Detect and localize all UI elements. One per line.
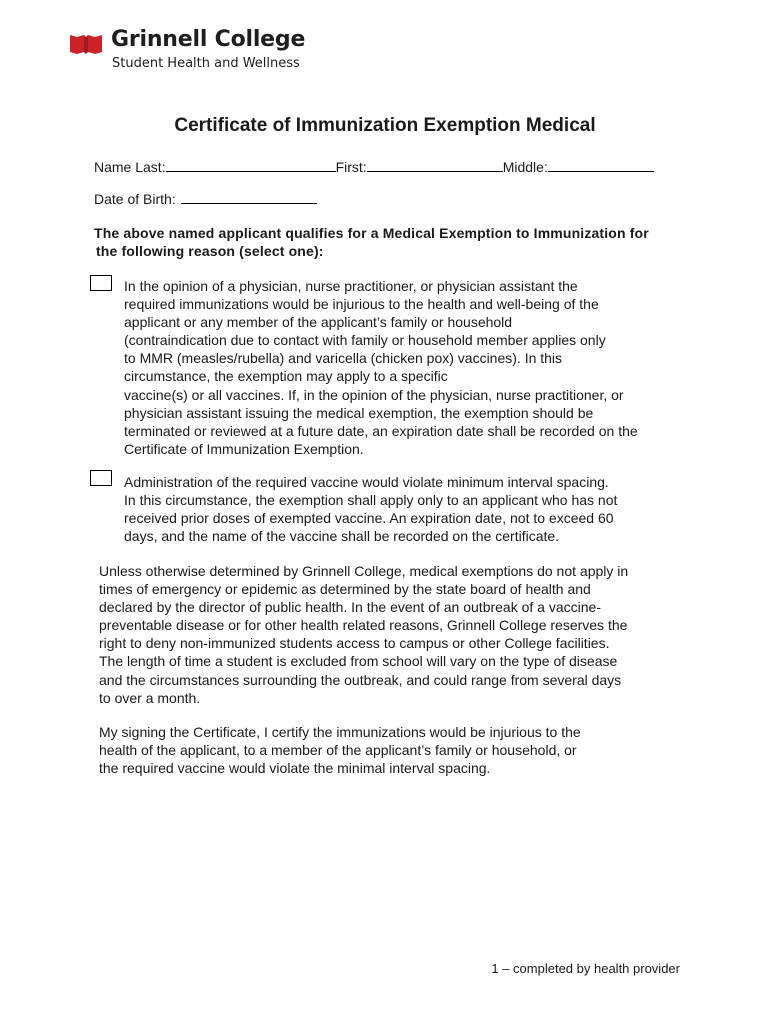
name-last-field[interactable] — [166, 157, 336, 172]
option-physician-checkbox[interactable] — [90, 275, 112, 291]
dob-row — [94, 189, 317, 207]
paragraph-line: health of the applicant, to a member of the applicant’s family or household, or — [99, 742, 577, 759]
paragraph-line: to over a month. — [99, 689, 201, 706]
name-last-label: Name Last: — [94, 159, 166, 175]
intro-line: The above named applicant qualifies for a Medical Exemption to Immunization for — [94, 225, 649, 241]
option-line: Certificate of Immunization Exemption. — [124, 440, 364, 457]
middle-name-label: Middle: — [502, 159, 548, 175]
page-footer: 1 – completed by health provider — [491, 961, 680, 976]
option-line: received prior doses of exempted vaccine. An expiration date, not to exceed 60 — [124, 510, 614, 527]
paragraph-line: The length of time a student is excluded from school will vary on the type of disease — [99, 653, 618, 670]
option-line: required immunizations would be injurious to the health and well-being of the — [124, 296, 599, 313]
option-line: applicant or any member of the applicant’s family or household — [124, 314, 513, 331]
first-name-label: First: — [335, 159, 367, 175]
certification-paragraph — [99, 723, 581, 777]
logo-college-name: Grinnell College — [111, 27, 306, 52]
paragraph-line: declared by the director of public health. In the event of an outbreak of a vaccine- — [99, 599, 601, 616]
grinnell-logo-mark-icon — [69, 32, 103, 56]
option-line: In the opinion of a physician, nurse practitioner, or physician assistant the — [124, 278, 578, 294]
intro-line: the following reason (select one): — [96, 243, 324, 259]
dob-label: Date of Birth: — [94, 191, 176, 207]
grinnell-logo — [69, 27, 309, 76]
option-line: terminated or reviewed at a future date, an expiration date shall be recorded on the — [124, 422, 638, 439]
option-line: circumstance, the exemption may apply to a specific — [124, 368, 448, 385]
paragraph-line: right to deny non-immunized students access to campus or other College facilities. — [99, 635, 610, 652]
paragraph-line: the required vaccine would violate the minimal interval spacing. — [99, 760, 491, 777]
paragraph-line: My signing the Certificate, I certify the immunizations would be injurious to the — [99, 724, 581, 740]
document-title: Certificate of Immunization Exemption Medical — [174, 115, 596, 136]
emergency-policy-paragraph — [99, 562, 628, 707]
option-line: Administration of the required vaccine would violate minimum interval spacing. — [124, 474, 609, 490]
logo-department-name: Student Health and Wellness — [112, 56, 300, 71]
option-interval-text — [124, 473, 617, 545]
option-interval-checkbox[interactable] — [90, 470, 112, 486]
option-line: In this circumstance, the exemption shall apply only to an applicant who has not — [124, 492, 618, 509]
middle-name-field[interactable] — [548, 157, 654, 172]
option-line: physician assistant issuing the medical exemption, the exemption should be — [124, 404, 594, 421]
paragraph-line: preventable disease or for other health related reasons, Grinnell College reserves the — [99, 617, 628, 634]
option-line: to MMR (measles/rubella) and varicella (chicken pox) vaccines). In this — [124, 350, 563, 367]
option-line: (contraindication due to contact with family or household member applies only — [124, 332, 606, 349]
option-physician-text — [124, 277, 638, 458]
paragraph-line: times of emergency or epidemic as determined by the state board of health and — [99, 581, 591, 598]
first-name-field[interactable] — [367, 157, 503, 172]
dob-field[interactable] — [181, 189, 317, 204]
name-fields-row — [94, 157, 654, 175]
option-line: days, and the name of the vaccine shall be recorded on the certificate. — [124, 528, 560, 545]
option-line: vaccine(s) or all vaccines. If, in the opinion of the physician, nurse practitioner, or — [124, 386, 624, 403]
paragraph-line: and the circumstances surrounding the outbreak, and could range from several days — [99, 671, 622, 688]
exemption-intro — [94, 224, 694, 260]
paragraph-line: Unless otherwise determined by Grinnell College, medical exemptions do not apply in — [99, 563, 629, 579]
